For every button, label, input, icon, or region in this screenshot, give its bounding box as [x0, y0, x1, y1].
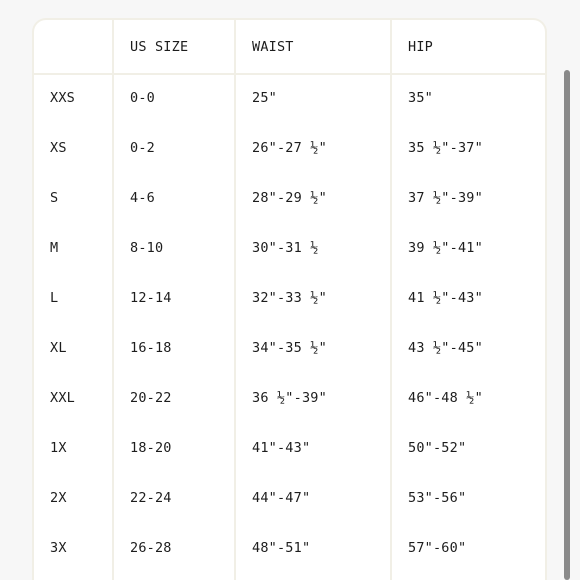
hip-value: 46"-48 ½" — [408, 390, 483, 406]
waist-value: 25" — [252, 90, 277, 106]
us-size-value: 20-22 — [130, 390, 172, 406]
header-hip: HIP — [408, 38, 433, 55]
size-label: 1X — [50, 440, 67, 456]
table-row — [34, 423, 547, 473]
hip-value: 53"-56" — [408, 490, 467, 506]
us-size-value: 8-10 — [130, 240, 164, 256]
table-row — [34, 323, 547, 373]
us-size-value: 0-2 — [130, 140, 155, 156]
table-row — [34, 523, 547, 573]
waist-value: 36 ½"-39" — [252, 390, 327, 406]
header-us-size: US SIZE — [130, 38, 189, 55]
waist-value: 34"-35 ½" — [252, 340, 327, 356]
waist-value: 32"-33 ½" — [252, 290, 327, 306]
table-row — [34, 123, 547, 173]
size-label: XL — [50, 340, 67, 356]
hip-value: 50"-52" — [408, 440, 467, 456]
hip-value: 41 ½"-43" — [408, 290, 483, 306]
hip-value: 57"-60" — [408, 540, 467, 556]
hip-value: 39 ½"-41" — [408, 240, 483, 256]
table-row — [34, 73, 547, 123]
us-size-value: 22-24 — [130, 490, 172, 506]
size-label: S — [50, 190, 59, 206]
us-size-value: 26-28 — [130, 540, 172, 556]
size-chart-table — [32, 18, 547, 580]
table-row — [34, 173, 547, 223]
table-row — [34, 373, 547, 423]
hip-value: 35 ½"-37" — [408, 140, 483, 156]
size-label: XXS — [50, 90, 75, 106]
size-label: XS — [50, 140, 67, 156]
us-size-value: 16-18 — [130, 340, 172, 356]
waist-value: 41"-43" — [252, 440, 311, 456]
vertical-scrollbar[interactable] — [564, 70, 570, 580]
waist-value: 26"-27 ½" — [252, 140, 327, 156]
table-row — [34, 473, 547, 523]
table-row — [34, 273, 547, 323]
us-size-value: 0-0 — [130, 90, 155, 106]
waist-value: 44"-47" — [252, 490, 311, 506]
table-row — [34, 223, 547, 273]
us-size-value: 4-6 — [130, 190, 155, 206]
size-label: M — [50, 240, 59, 256]
size-label: L — [50, 290, 59, 306]
waist-value: 30"-31 ½ — [252, 240, 319, 256]
size-label: 3X — [50, 540, 67, 556]
hip-value: 35" — [408, 90, 433, 106]
waist-value: 48"-51" — [252, 540, 311, 556]
size-label: 2X — [50, 490, 67, 506]
hip-value: 43 ½"-45" — [408, 340, 483, 356]
size-label: XXL — [50, 390, 75, 406]
header-waist: WAIST — [252, 38, 294, 55]
us-size-value: 18-20 — [130, 440, 172, 456]
waist-value: 28"-29 ½" — [252, 190, 327, 206]
us-size-value: 12-14 — [130, 290, 172, 306]
table-header-row — [34, 20, 547, 75]
hip-value: 37 ½"-39" — [408, 190, 483, 206]
